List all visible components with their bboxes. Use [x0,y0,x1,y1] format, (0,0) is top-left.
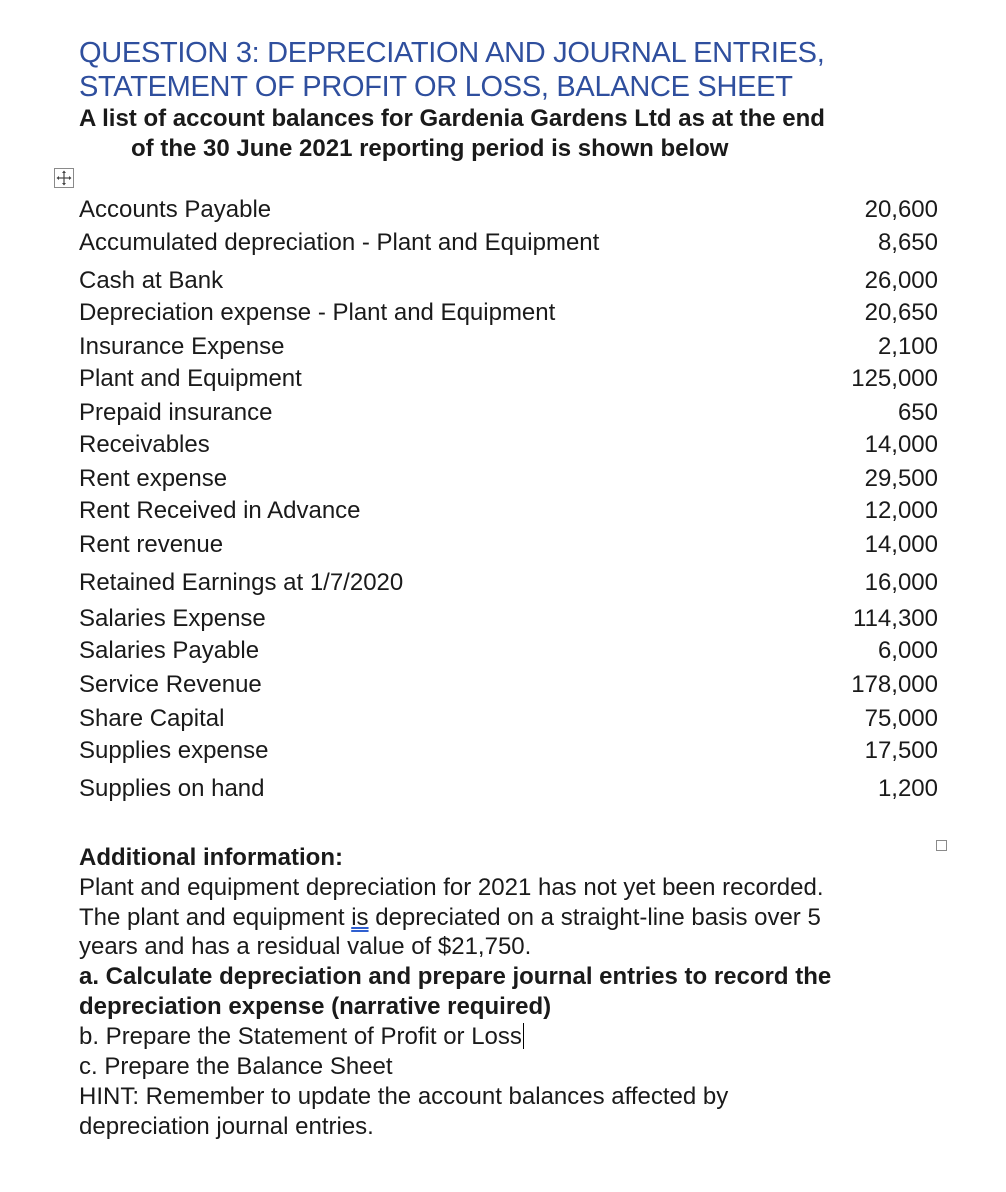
account-amount: 2,100 [877,333,938,360]
hint-line-2: depreciation journal entries. [79,1113,374,1140]
text-cursor [523,1023,524,1049]
additional-info-line-2-end: depreciated on a straight-line basis over 5 [368,904,821,931]
account-name: Accumulated depreciation - Plant and Equipment [79,229,600,256]
account-name: Rent Received in Advance [79,497,361,524]
question-title [79,36,959,104]
account-amount: 6,000 [877,637,938,664]
account-amount: 114,300 [853,605,938,632]
account-name: Salaries Expense [79,605,266,632]
question-title-line-2: STATEMENT OF PROFIT OR LOSS, BALANCE SHEET [79,71,793,103]
hint-line-1: HINT: Remember to update the account balances affected by [79,1083,729,1110]
account-amount: 17,500 [864,737,938,764]
task-a-line-1: a. Calculate depreciation and prepare journal entries to record the [79,963,832,990]
account-name: Service Revenue [79,671,262,698]
account-amount: 20,600 [864,196,938,223]
task-b-line [79,1022,524,1052]
account-amount: 26,000 [864,267,938,294]
additional-info-line-2-start: The plant and equipment [79,904,352,931]
account-amount: 75,000 [864,705,938,732]
account-amount: 20,650 [864,299,938,326]
additional-info-heading: Additional information: [79,844,343,871]
account-name: Retained Earnings at 1/7/2020 [79,569,404,596]
grammar-flag-word[interactable]: is [351,904,369,931]
additional-info-line-2 [79,903,821,933]
account-name: Rent revenue [79,531,224,558]
account-name: Rent expense [79,465,228,492]
question-title-line-1: QUESTION 3: DEPRECIATION AND JOURNAL ENTRIES, [79,37,825,69]
account-name: Insurance Expense [79,333,285,360]
account-amount: 1,200 [877,775,938,802]
task-b: b. Prepare the Statement of Profit or Loss [79,1023,522,1050]
additional-info-line-3: years and has a residual value of $21,750. [79,933,532,960]
account-name: Supplies expense [79,737,269,764]
account-name: Prepaid insurance [79,399,273,426]
move-arrows-icon[interactable] [54,168,74,188]
account-name: Plant and Equipment [79,365,302,392]
account-name: Salaries Payable [79,637,260,664]
intro-line-1: A list of account balances for Gardenia Gardens Ltd as at the end [79,105,825,132]
additional-info-line-1: Plant and equipment depreciation for 2021 has not yet been recorded. [79,874,824,901]
account-amount: 14,000 [864,431,938,458]
intro-line-2: of the 30 June 2021 reporting period is shown below [131,135,729,162]
task-c: c. Prepare the Balance Sheet [79,1053,393,1080]
account-amount: 8,650 [877,229,938,256]
resize-square-icon[interactable] [936,840,947,851]
account-name: Accounts Payable [79,196,272,223]
account-amount: 12,000 [864,497,938,524]
account-name: Cash at Bank [79,267,224,294]
account-amount: 178,000 [851,671,938,698]
account-name: Supplies on hand [79,775,265,802]
account-amount: 16,000 [864,569,938,596]
account-name: Depreciation expense - Plant and Equipment [79,299,556,326]
account-amount: 14,000 [864,531,938,558]
account-name: Receivables [79,431,210,458]
account-amount: 29,500 [864,465,938,492]
account-amount: 650 [897,399,938,426]
task-a-line-2: depreciation expense (narrative required) [79,993,552,1020]
account-name: Share Capital [79,705,225,732]
account-amount: 125,000 [851,365,938,392]
